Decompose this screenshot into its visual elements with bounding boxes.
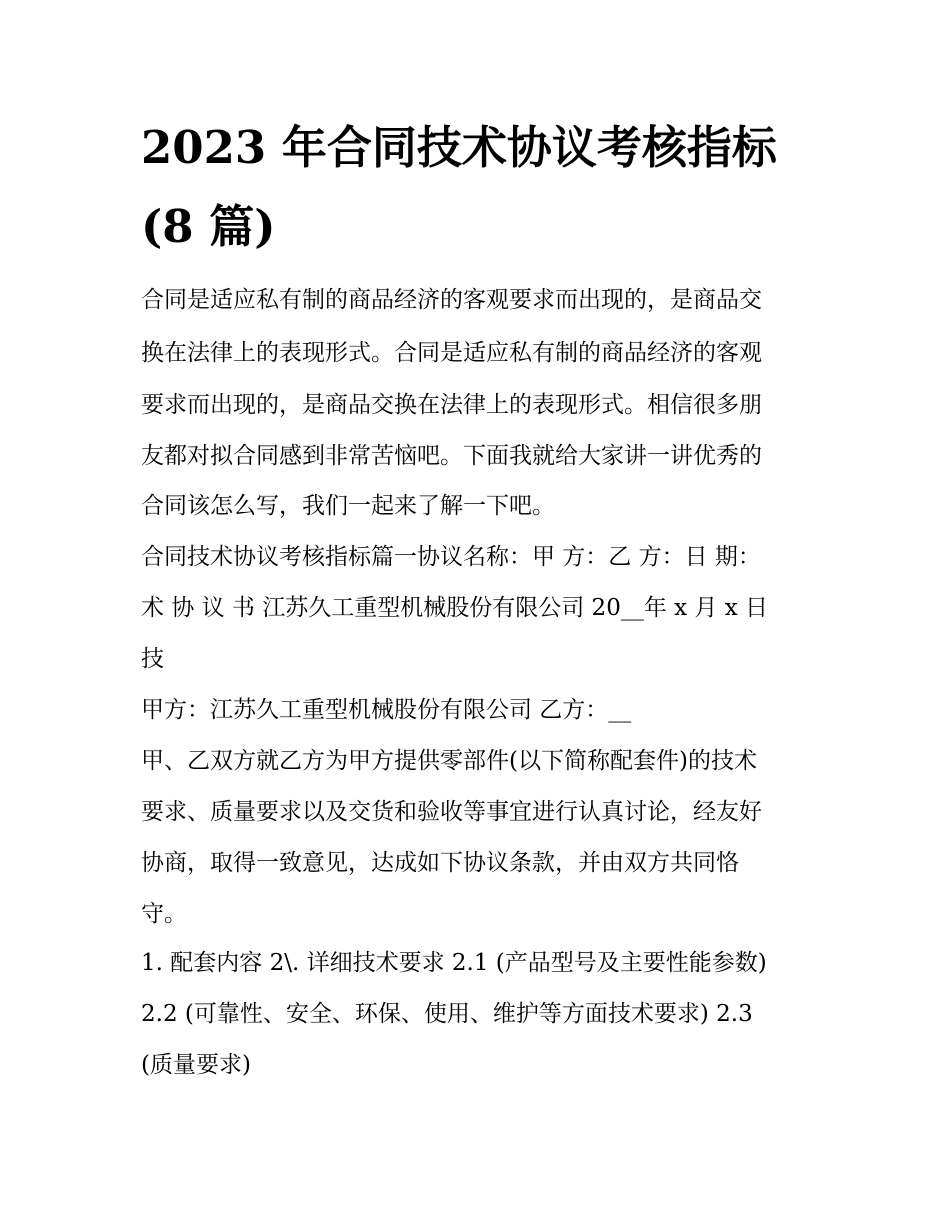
document-title-line-1: 2023 年合同技术协议考核指标 (141, 121, 777, 174)
body-text-line: 合同是适应私有制的商品经济的客观要求而出现的，是商品交 (141, 287, 762, 313)
body-text-line: 2.2 (可靠性、安全、环保、使用、维护等方面技术要求) 2.3 (141, 1001, 753, 1027)
body-text-line: (质量要求) (141, 1052, 251, 1078)
body-text-line: 要求而出现的，是商品交换在法律上的表现形式。相信很多朋 (141, 392, 762, 418)
body-text-line: 甲、乙双方就乙方为甲方提供零部件(以下简称配套件)的技术 (141, 748, 757, 774)
body-text-line: 守。 (141, 901, 187, 927)
body-text-line: 甲方：江苏久工重型机械股份有限公司 乙方：__ (141, 697, 632, 723)
body-text-line: 协商，取得一致意见，达成如下协议条款，并由双方共同恪 (141, 850, 739, 876)
body-text-line: 换在法律上的表现形式。合同是适应私有制的商品经济的客观 (141, 340, 762, 366)
body-text-line: 要求、质量要求以及交货和验收等事宜进行认真讨论，经友好 (141, 799, 762, 825)
body-text-line: 合同该怎么写，我们一起来了解一下吧。 (141, 493, 555, 519)
body-text-line: 术 协 议 书 江苏久工重型机械股份有限公司 20__年 x 月 x 日 (141, 595, 769, 621)
document-title-line-2: (8 篇) (141, 200, 276, 253)
body-text-line: 1. 配套内容 2\. 详细技术要求 2.1 (产品型号及主要性能参数) (141, 950, 767, 976)
body-text-line: 合同技术协议考核指标篇一协议名称：甲 方：乙 方：日 期： (141, 544, 761, 570)
body-text-line: 技 (141, 646, 164, 672)
body-text-line: 友都对拟合同感到非常苦恼吧。下面我就给大家讲一讲优秀的 (141, 443, 762, 469)
